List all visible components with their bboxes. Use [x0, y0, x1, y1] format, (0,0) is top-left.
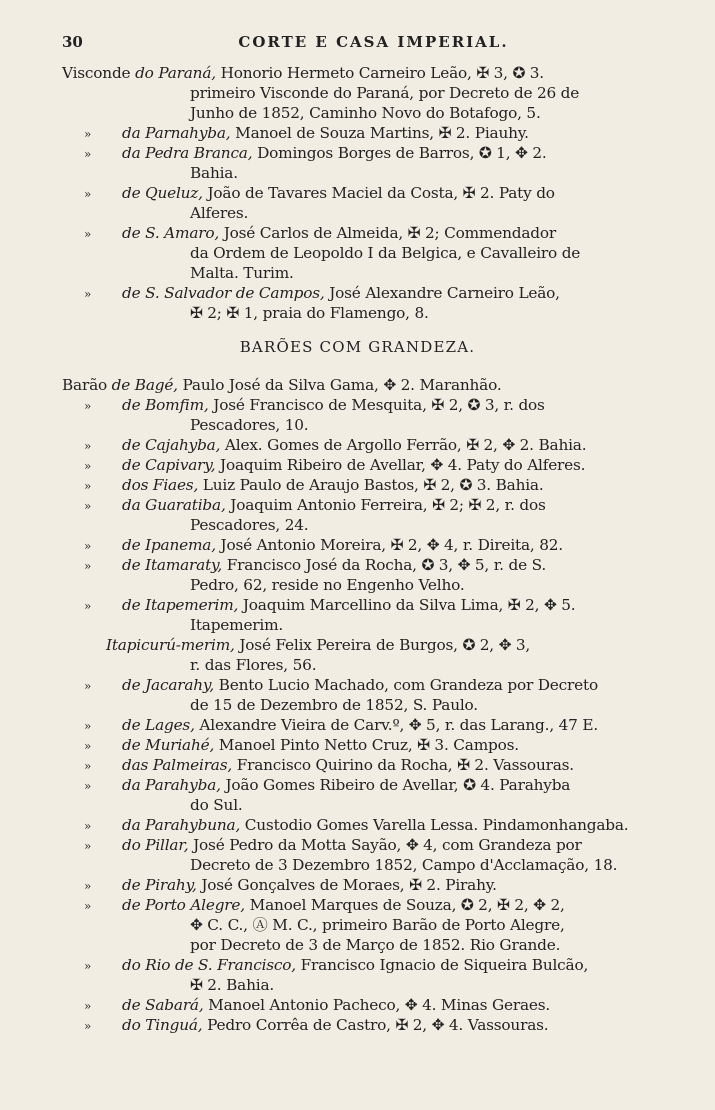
- entry-prefix: »: [84, 499, 92, 513]
- entry-prefix: »: [84, 999, 92, 1013]
- entry-line: [84, 223, 556, 244]
- entry-text: Luiz Paulo de Araujo Bastos, ✠ 2, ✪ 3. Bahia.: [198, 476, 544, 494]
- entry-prefix: »: [84, 719, 92, 733]
- entry-prefix: »: [84, 759, 92, 773]
- entry-line: [190, 243, 580, 263]
- entry-line: [84, 755, 574, 776]
- entry-title: de Lages,: [122, 716, 195, 734]
- entry-line: [190, 515, 308, 535]
- entry-title: dos Fiaes,: [122, 476, 199, 494]
- entry-text: Pedro, 62, reside no Engenho Velho.: [190, 576, 465, 594]
- entry-text: Alex. Gomes de Argollo Ferrão, ✠ 2, ✥ 2. Bahia.: [220, 436, 587, 454]
- entry-line: [84, 595, 576, 616]
- entry-prefix: »: [84, 739, 92, 753]
- entry-text: João Gomes Ribeiro de Avellar, ✪ 4. Parahyba: [220, 776, 571, 794]
- entry-title: de Bagé,: [111, 376, 178, 394]
- entry-title: de Porto Alegre,: [122, 896, 245, 914]
- entry-line: [190, 935, 560, 955]
- entry-text: da Ordem de Leopoldo I da Belgica, e Cavalleiro de: [190, 244, 581, 262]
- entry-text: do Sul.: [190, 796, 243, 814]
- entry-prefix: »: [84, 839, 92, 853]
- entry-text: José Antonio Moreira, ✠ 2, ✥ 4, r. Direita, 82.: [215, 536, 563, 554]
- entry-line: [84, 735, 519, 756]
- entry-line: [84, 955, 589, 976]
- entry-title: de Muriahé,: [122, 736, 215, 754]
- entry-text: Francisco José da Rocha, ✪ 3, ✥ 5, r. de S.: [222, 556, 547, 574]
- entry-text: Bento Lucio Machado, com Grandeza por Decreto: [214, 676, 598, 694]
- entry-line: [84, 183, 555, 204]
- entry-line: [84, 995, 551, 1016]
- entry-line: [84, 535, 563, 556]
- entry-line: [84, 143, 547, 164]
- entry-title: de Cajahyba,: [122, 436, 221, 454]
- entry-line: [190, 163, 238, 183]
- entry-line: [84, 455, 586, 476]
- entry-text: r. das Flores, 56.: [190, 656, 317, 674]
- entry-title: de Bomfim,: [122, 396, 209, 414]
- entry-prefix: »: [84, 147, 92, 161]
- section-title: BARÕES COM GRANDEZA.: [239, 338, 476, 356]
- entry-prefix: »: [84, 539, 92, 553]
- entry-title: de S. Salvador de Campos,: [122, 284, 325, 302]
- entry-text: primeiro Visconde do Paraná, por Decreto de 26 de: [190, 84, 580, 102]
- entry-prefix: »: [84, 399, 92, 413]
- entry-line: [62, 375, 502, 395]
- entry-prefix: »: [84, 879, 92, 893]
- entry-prefix: »: [84, 127, 92, 141]
- entry-text: ✠ 2; ✠ 1, praia do Flamengo, 8.: [190, 304, 429, 322]
- entry-line: [190, 575, 465, 595]
- entry-line: [84, 775, 571, 796]
- entry-text: José Carlos de Almeida, ✠ 2; Commendador: [219, 224, 556, 242]
- entry-text: Joaquim Antonio Ferreira, ✠ 2; ✠ 2, r. dos: [225, 496, 546, 514]
- entry-line: [84, 283, 560, 304]
- entry-text: Decreto de 3 Dezembro 1852, Campo d'Acclamação, 18.: [190, 856, 618, 874]
- entry-prefix: »: [84, 1019, 92, 1033]
- entry-prefix: »: [84, 559, 92, 573]
- entry-text: de 15 de Dezembro de 1852, S. Paulo.: [190, 696, 478, 714]
- entry-line: [190, 103, 541, 123]
- entry-title: de Pirahy,: [122, 876, 197, 894]
- entry-text: Honorio Hermeto Carneiro Leão, ✠ 3, ✪ 3.: [215, 64, 544, 82]
- running-title: CORTE E CASA IMPERIAL.: [238, 33, 509, 51]
- entry-title: Itapicurú-merim,: [106, 636, 235, 654]
- entry-title: da Parahyba,: [122, 776, 221, 794]
- entry-prefix: »: [84, 227, 92, 241]
- entry-text: Alexandre Vieira de Carv.º, ✥ 5, r. das Larang., 47 E.: [194, 716, 598, 734]
- entry-line: [190, 83, 579, 103]
- entry-prefix: »: [84, 679, 92, 693]
- entry-prefix: »: [84, 439, 92, 453]
- entry-text: Paulo José da Silva Gama, ✥ 2. Maranhão.: [177, 376, 502, 394]
- entry-text: por Decreto de 3 de Março de 1852. Rio Grande.: [190, 936, 561, 954]
- entry-text: Malta. Turim.: [190, 264, 294, 282]
- entry-prefix: »: [84, 959, 92, 973]
- entry-text: Manoel Antonio Pacheco, ✥ 4. Minas Geraes.: [203, 996, 551, 1014]
- entry-title: de S. Amaro,: [122, 224, 220, 242]
- entry-line: [62, 63, 544, 83]
- entry-prefix: »: [84, 899, 92, 913]
- entry-text: Bahia.: [190, 164, 238, 182]
- entry-title: da Parahybuna,: [122, 816, 241, 834]
- entry-title: do Rio de S. Francisco,: [122, 956, 296, 974]
- entry-text: ✠ 2. Bahia.: [190, 976, 275, 994]
- entry-line: [190, 203, 248, 223]
- entry-title: de Queluz,: [122, 184, 203, 202]
- entry-title: das Palmeiras,: [122, 756, 233, 774]
- entry-text: João de Tavares Maciel da Costa, ✠ 2. Paty do: [202, 184, 555, 202]
- entry-prefix: »: [84, 599, 92, 613]
- entry-line: [190, 975, 274, 995]
- entry-line: [190, 855, 617, 875]
- entry-title: do Paraná,: [135, 64, 216, 82]
- entry-line: [84, 395, 545, 416]
- entry-title: de Jacarahy,: [122, 676, 215, 694]
- entry-text: Joaquim Marcellino da Silva Lima, ✠ 2, ✥ 5.: [238, 596, 576, 614]
- entry-line: [84, 495, 546, 516]
- entry-line: [84, 1015, 549, 1036]
- entry-text: José Gonçalves de Moraes, ✠ 2. Pirahy.: [196, 876, 497, 894]
- entry-title: da Pedra Branca,: [122, 144, 253, 162]
- entry-prefix: »: [84, 819, 92, 833]
- entry-prefix: »: [84, 779, 92, 793]
- entry-line: [84, 123, 529, 144]
- entry-prefix: Barão: [62, 376, 112, 394]
- entry-text: Francisco Quirino da Rocha, ✠ 2. Vassouras.: [232, 756, 574, 774]
- page-number: 30: [62, 33, 83, 51]
- entry-text: Custodio Gomes Varella Lessa. Pindamonhangaba.: [240, 816, 629, 834]
- entry-prefix: »: [84, 459, 92, 473]
- page-header: [62, 33, 685, 57]
- entry-line: [190, 695, 478, 715]
- entry-title: da Guaratiba,: [122, 496, 226, 514]
- entry-line: [190, 615, 283, 635]
- entry-title: de Itapemerim,: [122, 596, 239, 614]
- entry-prefix: »: [84, 479, 92, 493]
- entry-text: José Pedro da Motta Sayão, ✥ 4, com Grandeza por: [188, 836, 582, 854]
- entry-title: de Itamaraty,: [122, 556, 223, 574]
- entry-text: José Felix Pereira de Burgos, ✪ 2, ✥ 3,: [234, 636, 531, 654]
- entry-text: Joaquim Ribeiro de Avellar, ✥ 4. Paty do Alferes.: [215, 456, 586, 474]
- entry-text: Pedro Corrêa de Castro, ✠ 2, ✥ 4. Vassouras.: [202, 1016, 549, 1034]
- entry-text: José Francisco de Mesquita, ✠ 2, ✪ 3, r. dos: [208, 396, 545, 414]
- entry-prefix: »: [84, 287, 92, 301]
- entry-line: [84, 555, 547, 576]
- entry-line: [190, 655, 316, 675]
- entry-text: Junho de 1852, Caminho Novo do Botafogo, 5.: [190, 104, 541, 122]
- entry-line: [84, 435, 587, 456]
- entry-line: [190, 303, 429, 323]
- entry-line: [84, 875, 497, 896]
- entry-title: da Parnahyba,: [122, 124, 231, 142]
- entry-line: [84, 835, 582, 856]
- entry-title: do Pillar,: [122, 836, 189, 854]
- entry-title: de Capivary,: [122, 456, 216, 474]
- entry-prefix: »: [84, 187, 92, 201]
- entry-text: Itapemerim.: [190, 616, 284, 634]
- entry-title: do Tinguá,: [122, 1016, 203, 1034]
- entry-title: de Ipanema,: [122, 536, 216, 554]
- entry-line: [190, 263, 294, 283]
- entry-text: ✥ C. C., Ⓐ M. C., primeiro Barão de Porto Alegre,: [190, 916, 565, 934]
- entry-line: [84, 815, 629, 836]
- entry-line: [190, 415, 308, 435]
- entry-prefix: Visconde: [62, 64, 136, 82]
- entry-line: [190, 915, 565, 935]
- entry-text: Manoel de Souza Martins, ✠ 2. Piauhy.: [230, 124, 529, 142]
- entry-text: Manoel Marques de Souza, ✪ 2, ✠ 2, ✥ 2,: [244, 896, 565, 914]
- entry-line: [84, 675, 598, 696]
- entry-text: Alferes.: [190, 204, 249, 222]
- entry-text: Pescadores, 10.: [190, 416, 309, 434]
- entry-title: de Sabará,: [122, 996, 204, 1014]
- entry-text: Francisco Ignacio de Siqueira Bulcão,: [295, 956, 589, 974]
- entry-text: Domingos Borges de Barros, ✪ 1, ✥ 2.: [252, 144, 547, 162]
- entry-text: Pescadores, 24.: [190, 516, 309, 534]
- entry-line: [106, 635, 530, 655]
- entry-line: [84, 475, 544, 496]
- entry-line: [84, 895, 565, 916]
- entry-text: José Alexandre Carneiro Leão,: [324, 284, 560, 302]
- entry-line: [190, 795, 243, 815]
- entry-text: Manoel Pinto Netto Cruz, ✠ 3. Campos.: [214, 736, 519, 754]
- entry-line: [84, 715, 598, 736]
